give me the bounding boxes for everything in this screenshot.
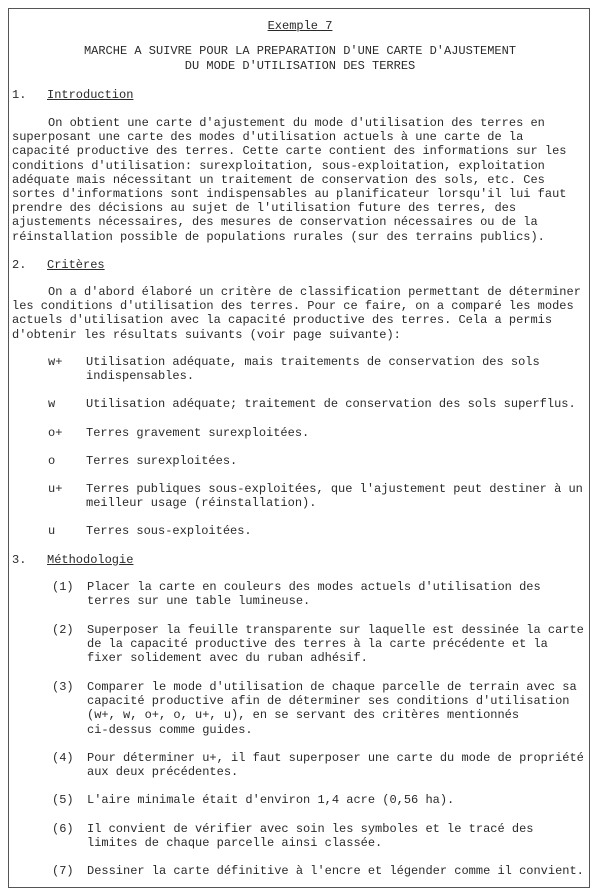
document-title-line-2: DU MODE D'UTILISATION DES TERRES bbox=[184, 59, 416, 73]
step-text bbox=[87, 751, 584, 779]
criteria-code: o bbox=[48, 454, 56, 468]
criteria-code: u bbox=[48, 524, 56, 538]
section-title: Méthodologie bbox=[47, 553, 134, 567]
text-line: (w+, w, o+, o, u+, u), en se servant des critères mentionnés bbox=[87, 708, 520, 723]
text-line: L'aire minimale était d'environ 1,4 acre (0,56 ha). bbox=[87, 793, 455, 807]
section-title: Introduction bbox=[47, 88, 134, 102]
criteria-description bbox=[86, 482, 583, 510]
criteria-description bbox=[86, 397, 576, 411]
text-line: capacité productive afin de déterminer ses conditions d'utilisation bbox=[87, 694, 570, 709]
text-line: aux deux précédentes. bbox=[87, 765, 239, 780]
section-title: Critères bbox=[47, 258, 105, 272]
text-line: adéquate mais nécessitant un traitement de conservation des sols, etc. Ces bbox=[12, 172, 545, 187]
text-line: Terres publiques sous-exploitées, que l'ajustement peut destiner à un bbox=[86, 482, 583, 496]
text-line: superposant une carte des modes d'utilisation actuels à une carte de la bbox=[12, 130, 524, 145]
introduction-paragraph bbox=[12, 116, 567, 244]
text-line: actuels d'utilisation avec la capacité productive des terres. Cela a permis bbox=[12, 313, 553, 328]
text-line: indispensables. bbox=[86, 369, 195, 384]
text-line: fixer solidement avec du ruban adhésif. bbox=[87, 651, 368, 666]
text-line: de la capacité productive des terres à la carte précédente et la bbox=[87, 637, 548, 652]
step-text bbox=[87, 623, 584, 666]
step-text bbox=[87, 822, 533, 850]
step-number: (5) bbox=[52, 793, 74, 807]
text-line: Terres surexploitées. bbox=[86, 454, 238, 468]
criteria-description bbox=[86, 454, 237, 468]
text-line: Pour déterminer u+, il faut superposer une carte du mode de propriété bbox=[87, 751, 584, 765]
step-text bbox=[87, 580, 541, 608]
criteria-code: w+ bbox=[48, 355, 63, 369]
text-line: Utilisation adéquate, mais traitements de conservation des sols bbox=[86, 355, 540, 369]
example-label: Exemple 7 bbox=[267, 19, 333, 33]
criteria-description bbox=[86, 426, 309, 440]
criteria-description bbox=[86, 524, 252, 538]
step-number: (3) bbox=[52, 680, 74, 694]
text-line: réinstallation possible de populations rurales (sur des terrains publics). bbox=[12, 229, 545, 244]
step-number: (7) bbox=[52, 864, 74, 878]
text-line: Utilisation adéquate; traitement de conservation des sols superflus. bbox=[86, 397, 576, 411]
text-line: Il convient de vérifier avec soin les symboles et le tracé des bbox=[87, 822, 534, 836]
text-line: terres sur une table lumineuse. bbox=[87, 594, 311, 609]
section-number: 3. bbox=[12, 553, 27, 567]
step-text bbox=[87, 793, 454, 807]
text-line: Terres sous-exploitées. bbox=[86, 524, 252, 538]
criteria-paragraph bbox=[12, 285, 581, 342]
text-line: d'obtenir les résultats suivants (voir page suivante): bbox=[12, 327, 401, 342]
step-text bbox=[87, 680, 577, 737]
text-line: meilleur usage (réinstallation). bbox=[86, 496, 317, 511]
section-number: 2. bbox=[12, 258, 27, 272]
text-line: capacité productive des terres. Cette carte contient des informations sur les bbox=[12, 144, 567, 159]
criteria-code: u+ bbox=[48, 482, 63, 496]
text-line: prendre des décisions au sujet de l'utilisation future des terres, des bbox=[12, 201, 517, 216]
text-line: Comparer le mode d'utilisation de chaque parcelle de terrain avec sa bbox=[87, 680, 577, 694]
text-line: Superposer la feuille transparente sur laquelle est dessinée la carte bbox=[87, 623, 584, 637]
text-line: Dessiner la carte définitive à l'encre et légender comme il convient. bbox=[87, 864, 584, 878]
step-number: (1) bbox=[52, 580, 74, 594]
text-line: les conditions d'utilisation des terres. Pour ce faire, on a comparé les modes bbox=[12, 299, 574, 314]
text-line: ajustements nécessaires, des mesures de conservation nécessaires ou de la bbox=[12, 215, 538, 230]
criteria-code: w bbox=[48, 397, 56, 411]
text-line: Placer la carte en couleurs des modes actuels d'utilisation des bbox=[87, 580, 541, 594]
criteria-description bbox=[86, 355, 540, 383]
text-line: conditions d'utilisation: surexploitation, sous-exploitation, exploitation bbox=[12, 158, 545, 173]
text-line: On obtient une carte d'ajustement du mode d'utilisation des terres en bbox=[12, 116, 545, 130]
text-line: limites de chaque parcelle ainsi classée. bbox=[87, 836, 383, 851]
criteria-code: o+ bbox=[48, 426, 63, 440]
section-number: 1. bbox=[12, 88, 27, 102]
text-line: Terres gravement surexploitées. bbox=[86, 426, 310, 440]
text-line: ci-dessus comme guides. bbox=[87, 722, 253, 737]
step-number: (6) bbox=[52, 822, 74, 836]
step-number: (4) bbox=[52, 751, 74, 765]
text-line: On a d'abord élaboré un critère de classification permettant de déterminer bbox=[12, 285, 581, 299]
text-line: sortes d'informations sont indispensables au planificateur lorsqu'il lui faut bbox=[12, 187, 567, 202]
step-number: (2) bbox=[52, 623, 74, 637]
document-title-line-1: MARCHE A SUIVRE POUR LA PREPARATION D'UNE CARTE D'AJUSTEMENT bbox=[83, 44, 517, 58]
step-text bbox=[87, 864, 584, 878]
